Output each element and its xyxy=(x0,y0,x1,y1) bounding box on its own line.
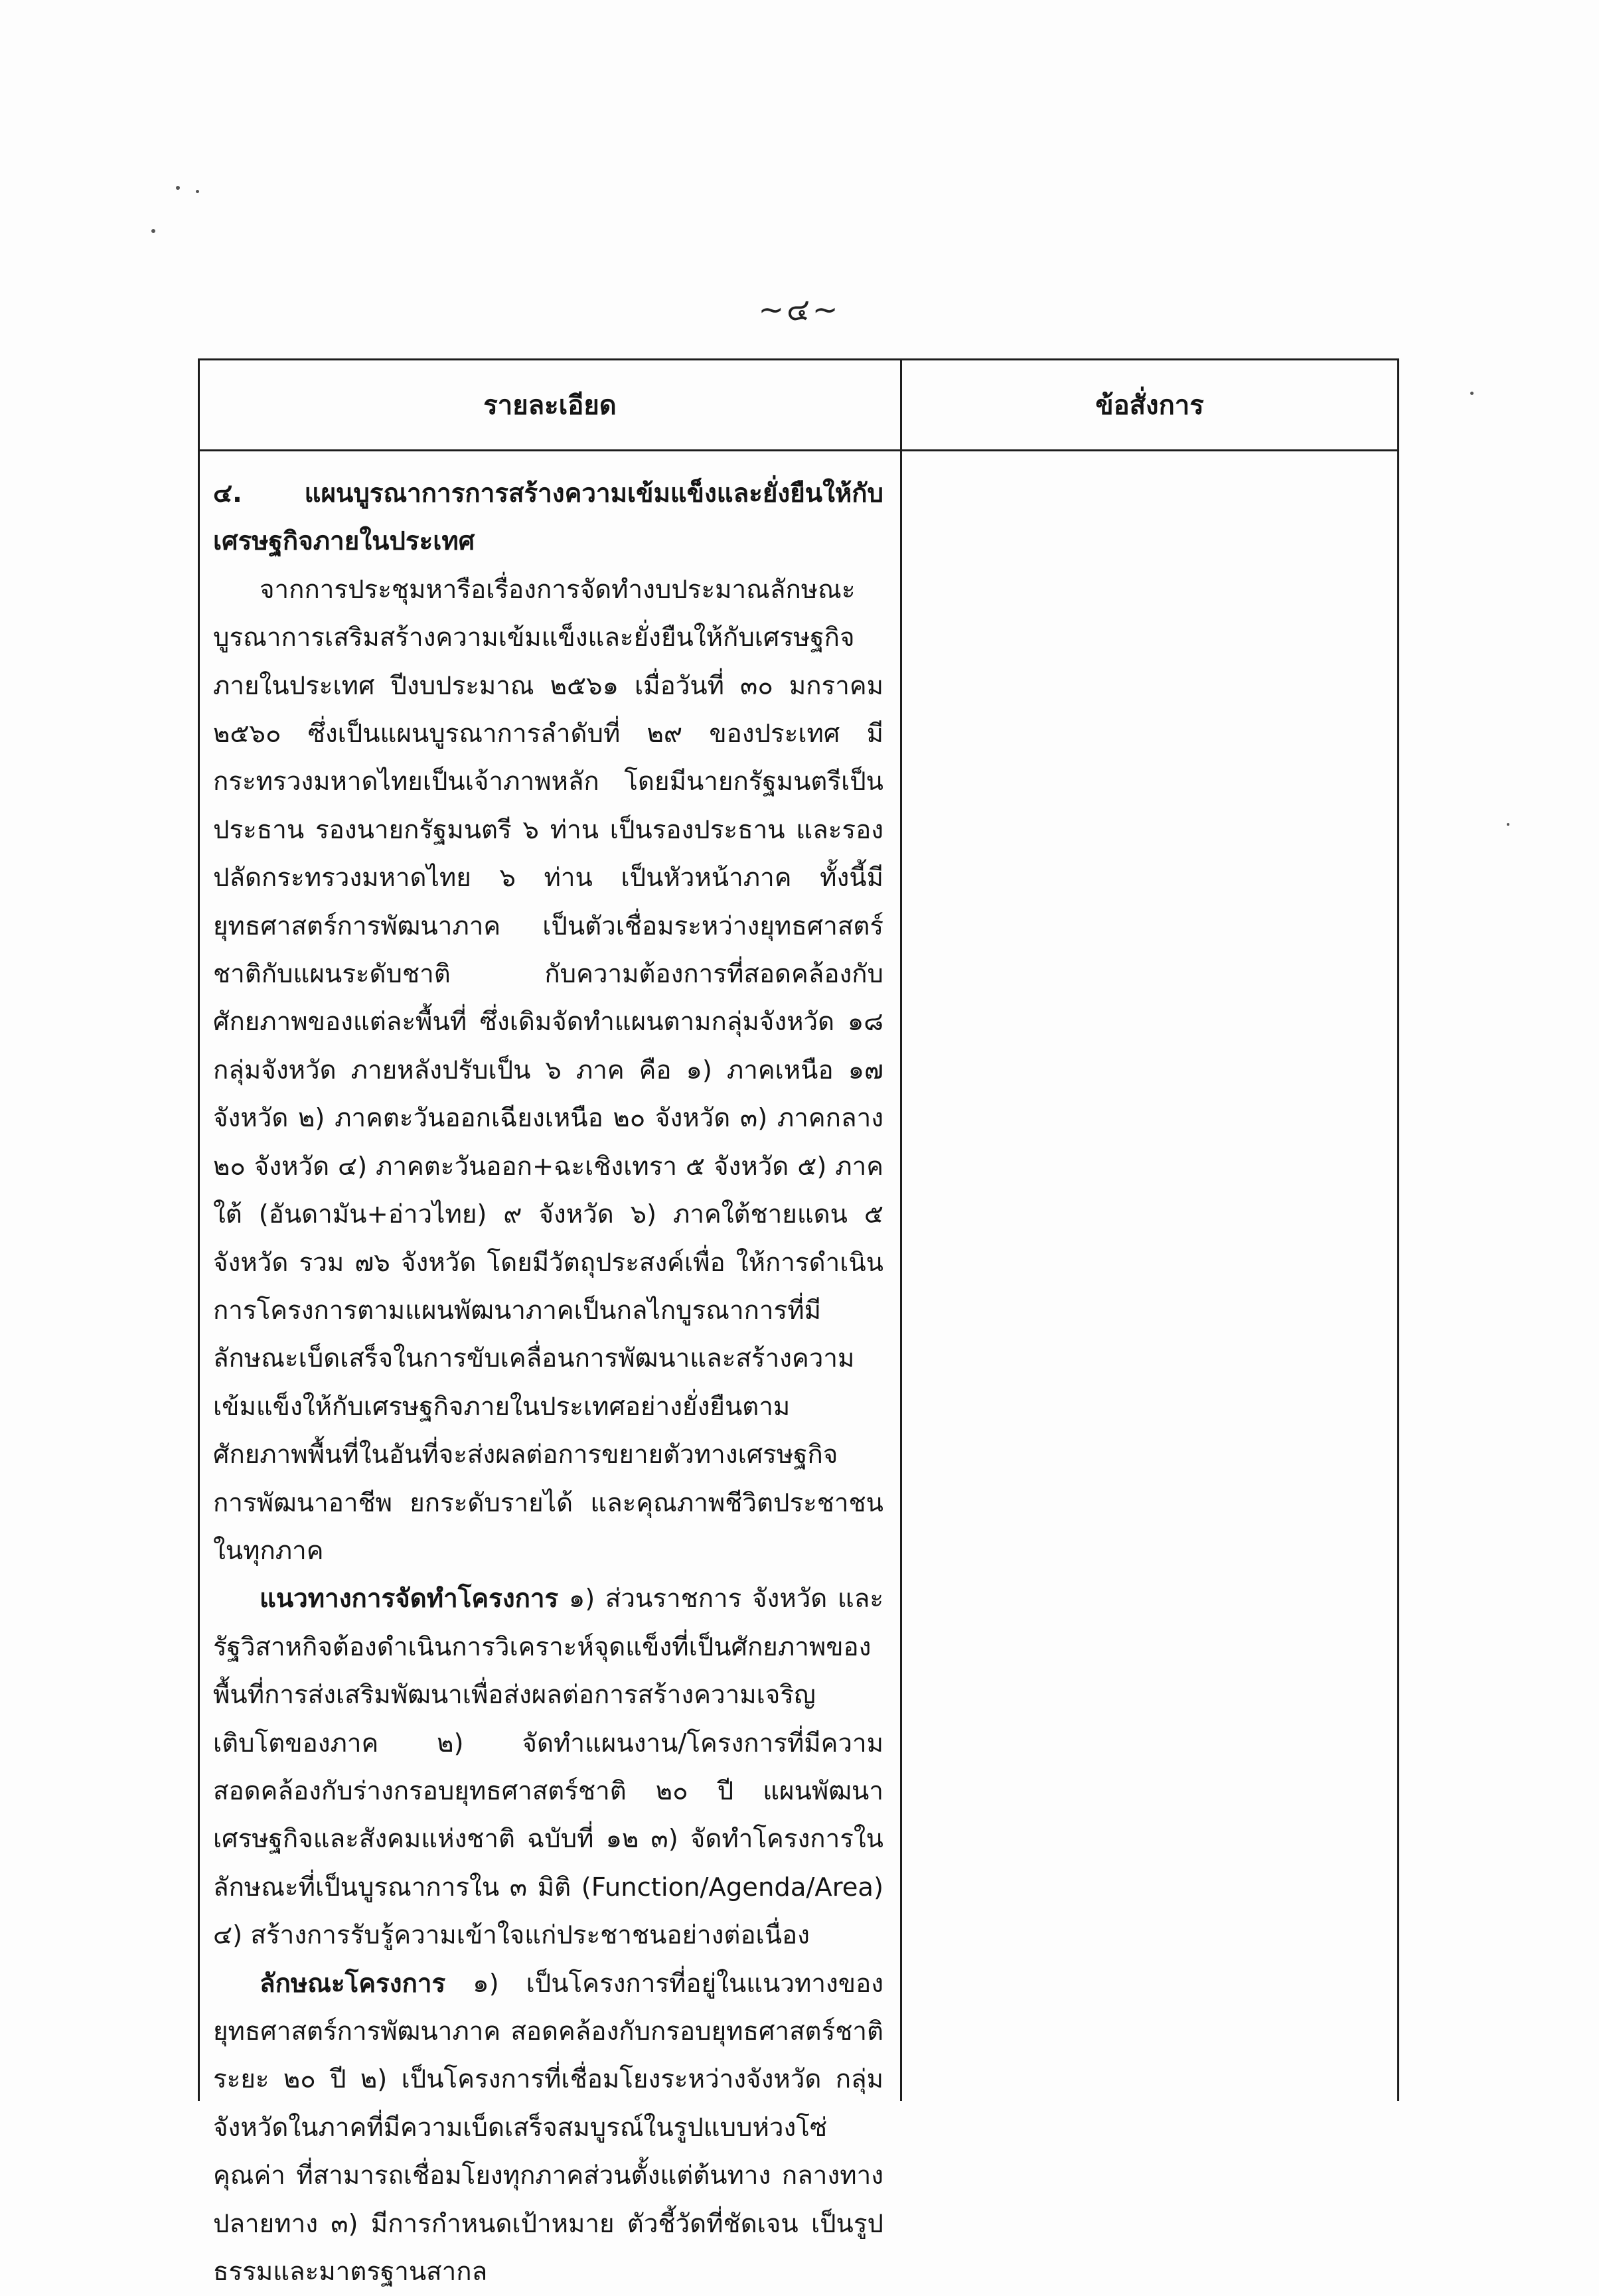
paragraph-guidelines xyxy=(213,1575,883,1959)
scan-speck xyxy=(176,186,180,190)
guidelines-text: ๑) ส่วนราชการ จังหวัด และรัฐวิสาหกิจต้องดำเนินการวิเคราะห์จุดแข็งที่เป็นศักยภาพของพื้นที่การส่งเสริมพัฒนาเพื่อส่งผลต่อการสร้างความเจริญเติบโตของภาค ๒) จัดทำแผนงาน/โครงการที่มีความสอดคล้องกับร่างกรอบยุทธศาสตร์ชาติ ๒๐ ปี แผนพัฒนาเศรษฐกิจและสังคมแห่งชาติ ฉบับที่ ๑๒ ๓) จัดทำโครงการในลักษณะที่เป็นบูรณาการใน ๓ มิติ (Function/Agenda/Area) ๔) สร้างการรับรู้ความเข้าใจแก่ประชาชนอย่างต่อเนื่อง xyxy=(213,1584,883,1951)
document-table xyxy=(198,358,1399,2287)
section-title: ๔. แผนบูรณาการการสร้างความเข้มแข็งและยั่งยืนให้กับเศรษฐกิจภายในประเทศ xyxy=(213,479,883,557)
column-divider xyxy=(900,360,902,2101)
table-header-row xyxy=(200,360,1397,451)
characteristics-text: ๑) เป็นโครงการที่อยู่ในแนวทางของยุทธศาสตร์การพัฒนาภาค สอดคล้องกับกรอบยุทธศาสตร์ชาติระยะ ๒๐ ปี ๒) เป็นโครงการที่เชื่อมโยงระหว่างจังหวัด กลุ่มจังหวัดในภาคที่มีความเบ็ดเสร็จสมบูรณ์ในรูปแบบห่วงโซ่คุณค่า ที่สามารถเชื่อมโยงทุกภาคส่วนตั้งแต่ต้นทาง กลางทาง ปลายทาง ๓) มีการกำหนดเป้าหมาย ตัวชี้วัดที่ชัดเจน เป็นรูปธรรมและมาตรฐานสากล xyxy=(213,1968,883,2287)
header-order: ข้อสั่งการ xyxy=(1095,390,1204,421)
paragraph-background: จากการประชุมหารือเรื่องการจัดทำงบประมาณลักษณะบูรณาการเสริมสร้างความเข้มแข็งและยั่งยืนให้กับเศรษฐกิจภายในประเทศ ปีงบประมาณ ๒๕๖๑ เมื่อวันที่ ๓๐ มกราคม ๒๕๖๐ ซึ่งเป็นแผนบูรณาการลำดับที่ ๒๙ ของประเทศ มีกระทรวงมหาดไทยเป็นเจ้าภาพหลัก โดยมีนายกรัฐมนตรีเป็นประธาน รองนายกรัฐมนตรี ๖ ท่าน เป็นรองประธาน และรองปลัดกระทรวงมหาดไทย ๖ ท่าน เป็นหัวหน้าภาค ทั้งนี้มียุทธศาสตร์การพัฒนาภาค เป็นตัวเชื่อมระหว่างยุทธศาสตร์ชาติกับแผนระดับชาติ กับความต้องการที่สอดคล้องกับศักยภาพของแต่ละพื้นที่ ซึ่งเดิมจัดทำแผนตามกลุ่มจังหวัด ๑๘ กลุ่มจังหวัด ภายหลังปรับเป็น ๖ ภาค คือ ๑) ภาคเหนือ ๑๗ จังหวัด ๒) ภาคตะวันออกเฉียงเหนือ ๒๐ จังหวัด ๓) ภาคกลาง ๒๐ จังหวัด ๔) ภาคตะวันออก+ฉะเชิงเทรา ๕ จังหวัด ๕) ภาคใต้ (อันดามัน+อ่าวไทย) ๙ จังหวัด ๖) ภาคใต้ชายแดน ๕ จังหวัด รวม ๗๖ จังหวัด โดยมีวัตถุประสงค์เพื่อ ให้การดำเนินการโครงการตามแผนพัฒนาภาคเป็นกลไกบูรณาการที่มีลักษณะเบ็ดเสร็จในการขับเคลื่อนการพัฒนาและสร้างความเข้มแข็งให้กับเศรษฐกิจภายในประเทศอย่างยั่งยืนตามศักยภาพพื้นที่ในอันที่จะส่งผลต่อการขยายตัวทางเศรษฐกิจ การพัฒนาอาชีพ ยกระดับรายได้ และคุณภาพชีวิตประชาชนในทุกภาค xyxy=(213,574,883,1566)
scan-speck xyxy=(151,229,155,233)
scan-speck xyxy=(1470,392,1474,395)
characteristics-lead: ลักษณะโครงการ xyxy=(260,1968,446,1999)
paragraph-project-characteristics xyxy=(213,1960,883,2296)
scan-speck xyxy=(196,190,199,193)
page-number: ~๔~ xyxy=(758,291,841,327)
guidelines-lead: แนวทางการจัดทำโครงการ xyxy=(260,1584,559,1614)
header-detail: รายละเอียด xyxy=(483,390,617,421)
detail-content xyxy=(213,470,883,2296)
scan-speck xyxy=(1507,823,1509,826)
